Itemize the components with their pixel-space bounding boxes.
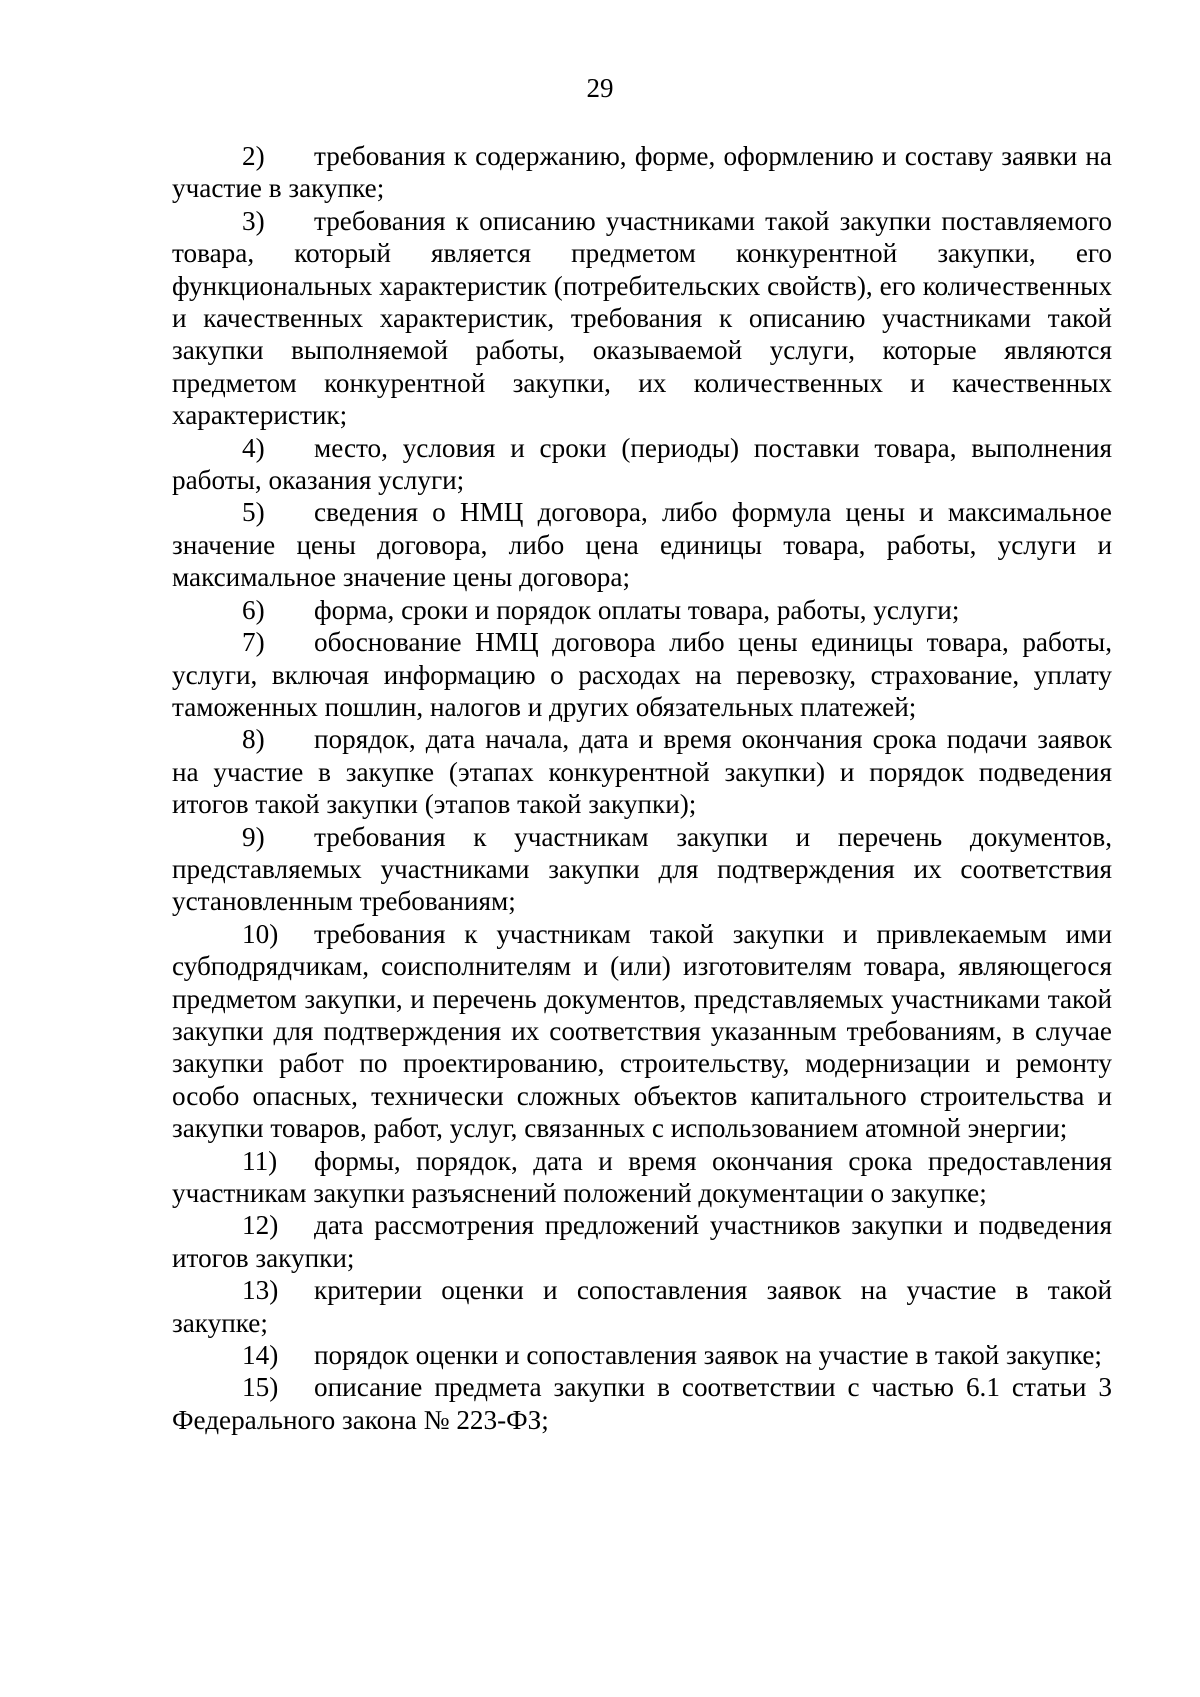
item-text: место, условия и сроки (периоды) поставки товара, выполнения работы, оказания услуги; <box>172 432 1112 496</box>
item-text: порядок оценки и сопоставления заявок на участие в такой закупке; <box>314 1340 1102 1371</box>
item-text: требования к содержанию, форме, оформлению и составу заявки на участие в закупке; <box>172 141 1112 204</box>
item-text: форма, сроки и порядок оплаты товара, работы, услуги; <box>314 594 960 625</box>
list-item <box>172 723 1112 820</box>
item-number: 13) <box>242 1275 279 1306</box>
item-number: 7) <box>242 627 265 658</box>
list-item <box>172 432 1112 497</box>
item-text: сведения о НМЦ договора, либо формула цены и максимальное значение цены договора, либо цена единицы товара, работы, услуги и максимальное значение цены договора; <box>172 497 1112 593</box>
item-number: 12) <box>242 1210 279 1241</box>
item-number: 15) <box>242 1372 279 1403</box>
list-item <box>172 918 1112 1145</box>
item-number: 6) <box>242 594 265 625</box>
item-number: 8) <box>242 724 265 755</box>
item-number: 3) <box>242 205 265 236</box>
document-body <box>172 140 1112 1436</box>
list-item <box>172 1371 1112 1436</box>
item-number: 9) <box>242 821 265 852</box>
item-text: формы, порядок, дата и время окончания срока предоставления участникам закупки разъяснений положений документации о закупке; <box>172 1145 1112 1208</box>
item-text: требования к описанию участниками такой закупки поставляемого товара, который является предметом конкурентной закупки, его функциональных характеристик (потребительских свойств), его количественных и качественных характеристик, требования к описанию участниками такой закупки выполняемой работы, оказываемой услуги, которые являются предметом конкурентной закупки, их количественных и качественных характеристик; <box>172 205 1112 431</box>
item-text: порядок, дата начала, дата и время окончания срока подачи заявок на участие в закупке (этапах конкурентной закупки) и порядок подведения итогов такой закупки (этапов такой закупки); <box>172 724 1112 820</box>
item-number: 10) <box>242 918 279 949</box>
list-item <box>172 1209 1112 1274</box>
page-number: 29 <box>586 73 614 103</box>
list-item <box>172 205 1112 432</box>
item-text: требования к участникам такой закупки и привлекаемым ими субподрядчикам, соисполнителям и (или) изготовителям товара, являющегося предметом закупки, и перечень документов, представляемых участниками такой закупки для подтверждения их соответствия указанным требованиям, в случае закупки работ по проектированию, строительству, модернизации и ремонту особо опасных, технически сложных объектов капитального строительства и закупки товаров, работ, услуг, связанных с использованием атомной энергии; <box>172 918 1112 1144</box>
item-text: критерии оценки и сопоставления заявок на участие в такой закупке; <box>172 1275 1112 1338</box>
item-text: обоснование НМЦ договора либо цены единицы товара, работы, услуги, включая информацию о расходах на перевозку, страхование, уплату таможенных пошлин, налогов и других обязательных платежей; <box>172 627 1112 722</box>
list-item <box>172 594 1112 626</box>
item-text: описание предмета закупки в соответствии с частью 6.1 статьи 3 Федерального закона № 223-ФЗ; <box>172 1372 1112 1435</box>
item-number: 11) <box>242 1145 278 1176</box>
list-item <box>172 1145 1112 1210</box>
list-item <box>172 1274 1112 1339</box>
list-item <box>172 496 1112 593</box>
list-item <box>172 140 1112 205</box>
item-text: дата рассмотрения предложений участников закупки и подведения итогов закупки; <box>172 1210 1112 1273</box>
item-number: 4) <box>242 432 265 463</box>
item-number: 5) <box>242 497 265 528</box>
item-number: 2) <box>242 141 265 171</box>
item-text: требования к участникам закупки и перечень документов, представляемых участниками закупки для подтверждения их соответствия установленным требованиям; <box>172 821 1112 917</box>
list-item <box>172 1339 1112 1371</box>
list-item <box>172 821 1112 918</box>
item-number: 14) <box>242 1340 279 1371</box>
list-item <box>172 626 1112 723</box>
